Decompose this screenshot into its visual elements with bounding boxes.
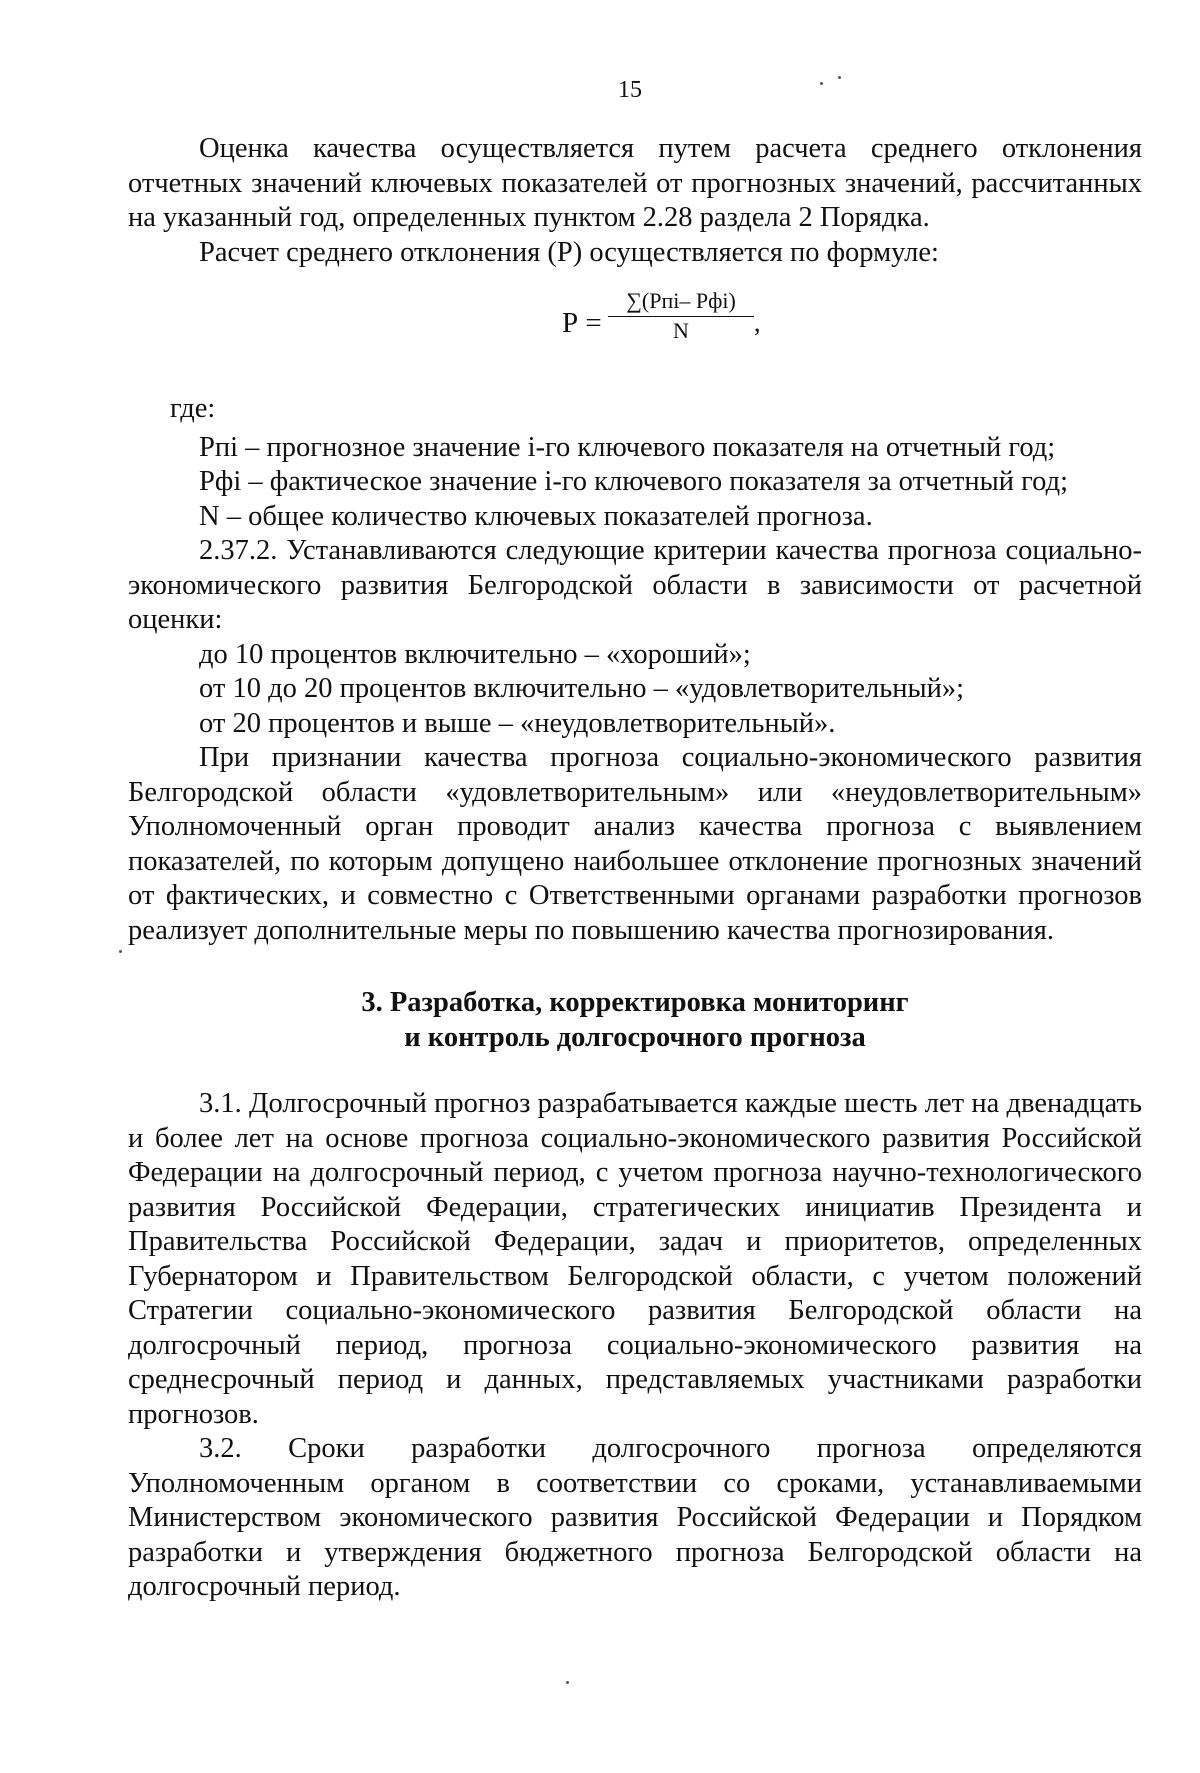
document-body [128,132,1142,1605]
scan-speck [820,82,823,85]
paragraph-3-2: 3.2. Сроки разработки долгосрочного прогноза определяются Уполномоченным органом в соответствии со сроками, устанавливаемыми Министерством экономического развития Российской Федерации и Порядком разработки и утверждения бюджетного прогноза Белгородской области на долгосрочный период. [128,1433,1142,1602]
scan-speck [838,76,841,79]
paragraph-recognition: При признании качества прогноза социально-экономического развития Белгородской области «удовлетворительным» или «неудовлетворительным» Уполномоченный орган проводит анализ качества прогноза с выявлением показателей, по которым допущено наибольшее отклонение прогнозных значений от фактических, и совместно с Ответственными органами разработки прогнозов реализует дополнительные меры по повышению качества прогнозирования. [128,742,1142,946]
scan-speck [566,1681,569,1684]
scan-speck [119,950,122,953]
formula-numerator: ∑(Рпi– Рфi) [608,288,754,317]
formula-trailing-comma: , [754,308,761,337]
definition-n: N – общее количество ключевых показателей прогноза. [199,500,873,532]
criterion-unsatisfactory: от 20 процентов и выше – «неудовлетворительный». [199,707,836,739]
page-number: 15 [618,77,642,103]
paragraph-3-1: 3.1. Долгосрочный прогноз разрабатывается каждые шесть лет на двенадцать и более лет на основе прогноза социально-экономического развития Российской Федерации на долгосрочный период, с учетом прогноза научно-технологического развития Российской Федерации, стратегических инициатив Президента и Правительства Российской Федерации, задач и приоритетов, определенных Губернатором и Правительством Белгородской области, с учетом положений Стратегии социально-экономического развития Белгородской области на долгосрочный период, прогноза социально-экономического развития на среднесрочный период и данных, представляемых участниками разработки прогнозов. [128,1088,1142,1430]
formula-denominator: N [673,318,689,343]
definitions-where-label: где: [170,393,216,424]
definition-rfi: Рфi – фактическое значение i-го ключевого показателя за отчетный год; [199,466,1069,497]
section-3-heading [128,986,1142,1055]
criterion-satisfactory: от 10 до 20 процентов включительно – «удовлетворительный»; [199,673,965,704]
paragraph-criteria-intro: 2.37.2. Устанавливаются следующие критерии качества прогноза социально-экономического развития Белгородской области в зависимости от расчетной оценки: [128,535,1142,635]
formula-lhs: Р = [562,307,602,339]
definition-rpi: Рпi – прогнозное значение i-го ключевого показателя на отчетный год; [199,431,1056,463]
paragraph-quality-assessment: Оценка качества осуществляется путем расчета среднего отклонения отчетных значений ключевых показателей от прогнозных значений, рассчитанных на указанный год, определенных пунктом 2.28 раздела 2 Порядка. [128,133,1142,233]
paragraph-formula-intro: Расчет среднего отклонения (Р) осуществляется по формуле: [199,236,939,268]
criterion-good: до 10 процентов включительно – «хороший»; [199,638,751,670]
deviation-formula [128,282,1142,374]
formula-fraction [608,288,754,345]
section-3-heading-line-2: и контроль долгосрочного прогноза [404,1021,866,1053]
section-3-heading-line-1: 3. Разработка, корректировка мониторинг [361,987,909,1018]
